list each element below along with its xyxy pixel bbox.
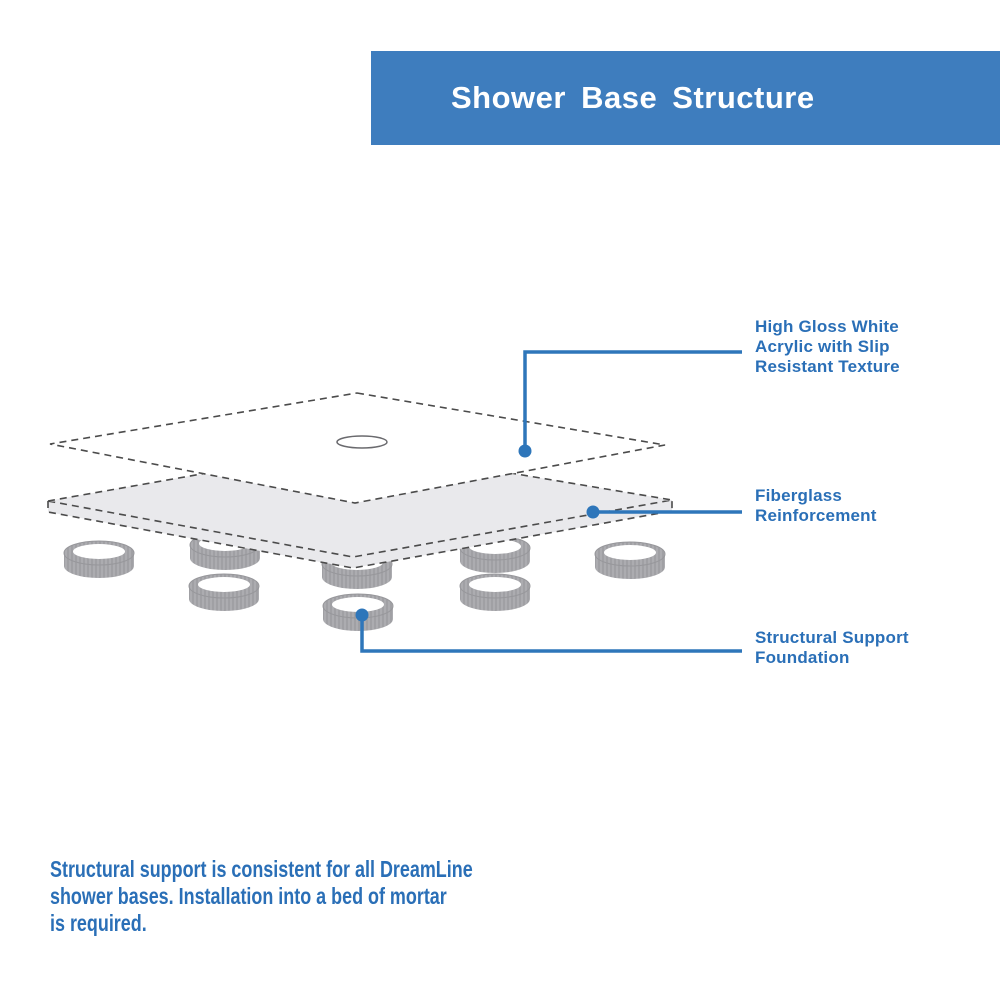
callout-line: Acrylic with Slip: [755, 337, 890, 356]
drain-ellipse: [337, 436, 387, 448]
leader-line-foundation: [362, 615, 742, 651]
callout-line: Structural Support: [755, 628, 909, 647]
support-ring: [460, 574, 530, 611]
callout-dot-fiberglass: [587, 506, 600, 519]
footer-note: [50, 856, 473, 937]
callout-dot-foundation: [356, 609, 369, 622]
support-ring: [595, 542, 665, 579]
callout-label-acrylic: [755, 317, 900, 377]
callout-line: Reinforcement: [755, 506, 877, 525]
callout-label-fiberglass: [755, 486, 877, 526]
footer-line: Structural support is consistent for all DreamLine: [50, 856, 473, 882]
callout-line: Resistant Texture: [755, 357, 900, 376]
support-ring: [64, 541, 134, 578]
callout-label-foundation: [755, 628, 909, 668]
callout-line: Fiberglass: [755, 486, 843, 505]
callout-dot-acrylic: [519, 445, 532, 458]
callout-line: Foundation: [755, 648, 850, 667]
footer-line: shower bases. Installation into a bed of mortar: [50, 883, 447, 909]
support-ring: [189, 574, 259, 611]
footer-line: is required.: [50, 910, 147, 936]
page-title: Shower Base Structure: [451, 80, 815, 115]
callout-line: High Gloss White: [755, 317, 899, 336]
